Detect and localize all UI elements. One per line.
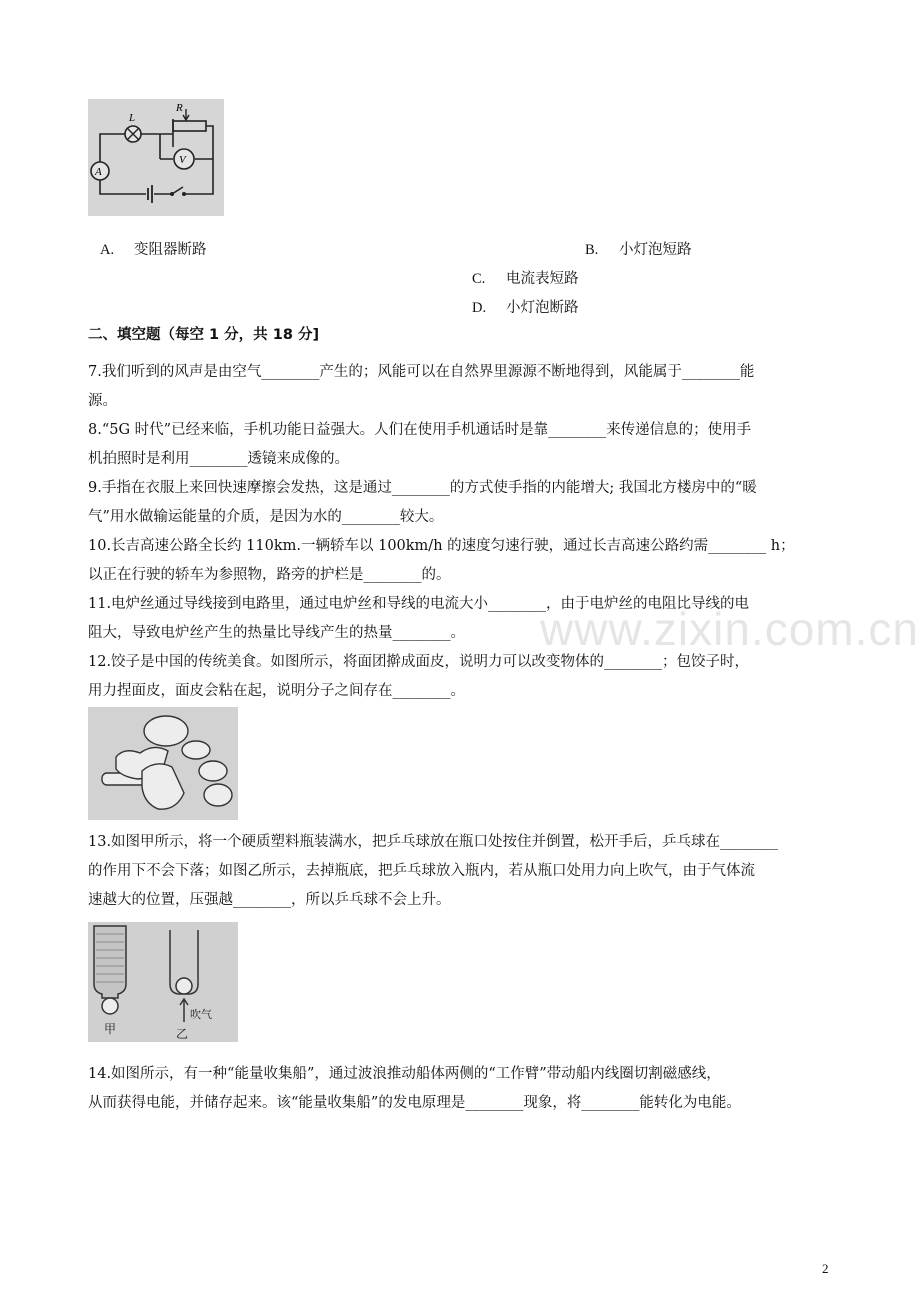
option-b: B. 小灯泡短路 (585, 242, 692, 258)
option-d: D. 小灯泡断路 (472, 300, 579, 316)
option-a: A. 变阻器断路 (100, 242, 207, 258)
dough-circle-3 (199, 761, 227, 781)
dough-circle-4 (204, 784, 232, 806)
voltmeter-label: V (179, 154, 186, 166)
bottle-jia (94, 926, 126, 998)
q10-line-1: 10.长吉高速公路全长约 110km.一辆轿车以 100km/h 的速度匀速行驶，通过长吉高速公路约需________ h； (88, 538, 795, 554)
q11-line-2: 阻大，导致电炉丝产生的热量比导线产生的热量________。 (88, 625, 465, 641)
ammeter-label: A (95, 166, 102, 178)
q9-line-1: 9.手指在衣服上来回快速摩擦会发热，这是通过________的方式使手指的内能增大; 我国北方楼房中的“暖 (88, 480, 757, 496)
q10-line-2: 以正在行驶的轿车为参照物，路旁的护栏是________的。 (88, 567, 451, 583)
page-number: 2 (822, 1261, 829, 1276)
q12-line-2: 用力捏面皮，面皮会粘在起，说明分子之间存在________。 (88, 683, 465, 699)
q7-line-1: 7.我们听到的风声是由空气________产生的；风能可以在自然界里源源不断地得到，风能属于________能 (88, 364, 755, 380)
rheostat-label: R (176, 102, 183, 114)
bottle-illustration (88, 922, 238, 1042)
label-blow: 吹气 (190, 1008, 212, 1021)
q7-line-2: 源。 (88, 393, 117, 409)
q8-line-1: 8.“5G 时代”已经来临，手机功能日益强大。人们在使用手机通话时是靠________来传递信息的；使用手 (88, 422, 752, 438)
rheostat-symbol (173, 121, 206, 131)
dumpling-illustration (88, 707, 238, 820)
watermark: www.zixin.com.cn (540, 603, 919, 655)
hand-right (142, 764, 184, 809)
label-yi: 乙 (176, 1027, 189, 1041)
section-heading: 二、填空题（每空 1 分，共 18 分] (88, 327, 320, 343)
q8-line-2: 机拍照时是利用________透镜来成像的。 (88, 451, 349, 467)
lamp-label: L (129, 112, 136, 124)
dough-circle-2 (182, 741, 210, 759)
q14-line-2: 从而获得电能，并储存起来。该“能量收集船”的发电原理是________现象，将________能转化为电能。 (88, 1095, 741, 1111)
option-c: C. 电流表短路 (472, 271, 579, 287)
q11-line-1: 11.电炉丝通过导线接到电路里，通过电炉丝和导线的电流大小________，由于电炉丝的电阻比导线的电 (88, 596, 750, 612)
dough-circle-1 (144, 716, 188, 746)
circuit-diagram (88, 99, 224, 216)
pingpong-ball-yi (176, 978, 192, 994)
q13-line-3: 速越大的位置，压强越________，所以乒乓球不会上升。 (88, 892, 451, 908)
dumpling-figure (88, 707, 238, 820)
blow-arrow (180, 999, 188, 1022)
label-jia: 甲 (104, 1022, 117, 1036)
q13-line-1: 13.如图甲所示，将一个硬质塑料瓶装满水，把乒乓球放在瓶口处按住并倒置，松开手后，乒乓球在________ (88, 834, 779, 850)
q12-line-1: 12.饺子是中国的传统美食。如图所示，将面团擀成面皮，说明力可以改变物体的________；包饺子时， (88, 654, 750, 670)
circuit-diagram-figure (88, 99, 224, 216)
battery-symbol (148, 185, 152, 203)
pingpong-ball-jia (102, 998, 118, 1014)
pingpong-bottle-figure (88, 922, 238, 1042)
q13-line-2: 的作用下不会下落；如图乙所示，去掉瓶底，把乒乓球放入瓶内，若从瓶口处用力向上吹气，由于气体流 (88, 863, 755, 879)
q9-line-2: 气”用水做输运能量的介质，是因为水的________较大。 (88, 509, 444, 525)
q14-line-1: 14.如图所示，有一种“能量收集船”，通过波浪推动船体两侧的“工作臂”带动船内线圈切割磁感线， (88, 1066, 721, 1082)
